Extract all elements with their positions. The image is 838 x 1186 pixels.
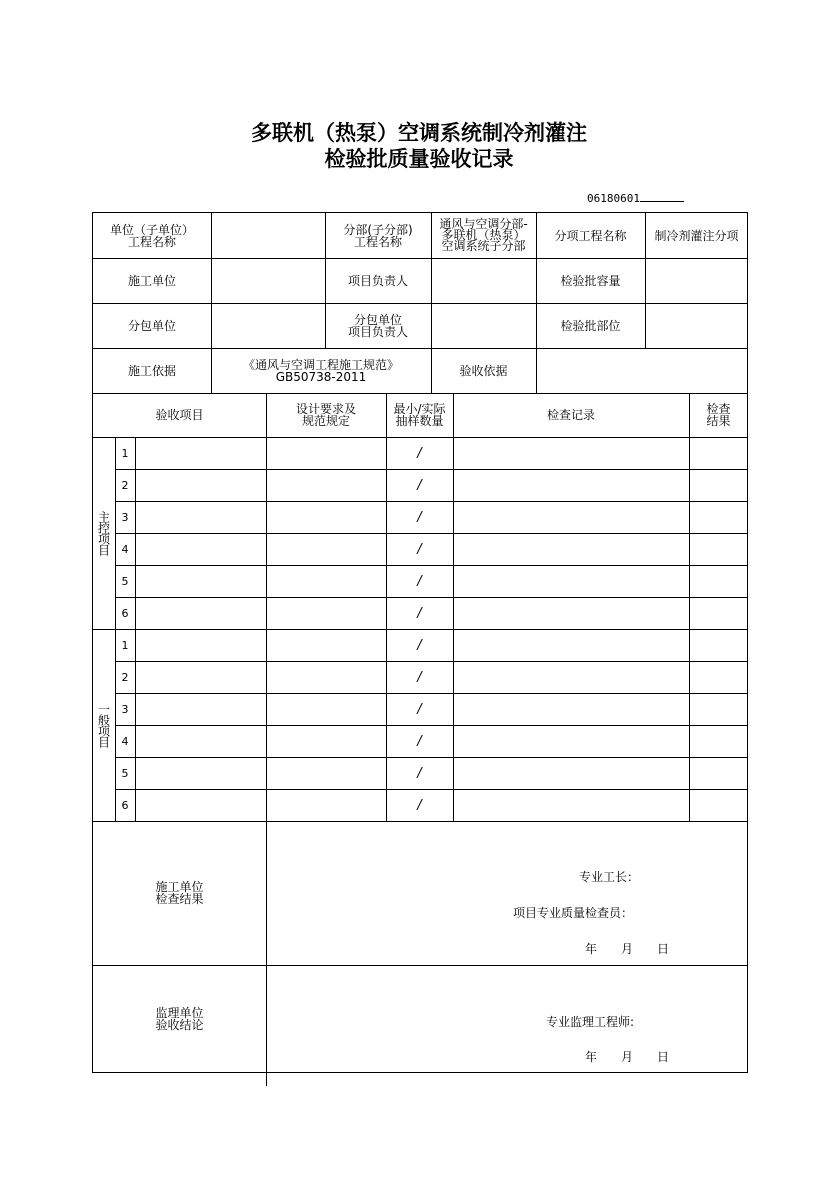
main-row-number: 2 [121, 478, 129, 492]
sample-slash: / [417, 477, 422, 493]
sample-slash: / [417, 445, 422, 461]
unit-name-label: 单位（子单位） 工程名称 [109, 222, 194, 249]
col-header-result: 检查 结果 [706, 402, 731, 428]
general-row-number: 5 [121, 766, 129, 780]
sample-slash: / [417, 733, 422, 749]
sample-slash: / [417, 573, 422, 589]
subcontractor-label: 分包单位 [127, 318, 176, 333]
col-line [689, 393, 690, 821]
general-row-number: 3 [121, 702, 129, 716]
main-row-number: 5 [121, 574, 129, 588]
col-line [135, 437, 136, 821]
sample-slash: / [417, 605, 422, 621]
sample-slash: / [417, 637, 422, 653]
col-header-item: 验收项目 [155, 408, 204, 422]
general-group-label: 一般项目 [96, 703, 111, 747]
main-control-group-label: 主控项目 [96, 511, 111, 555]
main-row-number: 6 [121, 606, 129, 620]
sub-manager-label: 分包单位 项目负责人 [347, 312, 408, 339]
col-line [266, 393, 267, 1086]
general-row-number: 1 [121, 638, 129, 652]
form-code-underline [640, 191, 684, 202]
subdivision-name-label: 分部(子分部) 工程名称 [343, 222, 413, 249]
basis-label: 施工依据 [127, 363, 176, 378]
acceptance-basis-label: 验收依据 [459, 363, 508, 378]
sample-slash: / [417, 765, 422, 781]
contractor-label: 施工单位 [127, 273, 176, 288]
sample-slash: / [417, 509, 422, 525]
general-row-number: 6 [121, 798, 129, 812]
sample-slash: / [417, 701, 422, 717]
batch-location-label: 检验批部位 [560, 318, 621, 333]
item-name-label: 分项工程名称 [554, 228, 627, 243]
subdivision-name-value: 通风与空调分部- 多联机（热泵） 空调系统子分部 [439, 217, 528, 253]
batch-capacity-label: 检验批容量 [560, 273, 621, 288]
sample-slash: / [417, 797, 422, 813]
main-row-number: 4 [121, 542, 129, 556]
col-header-design: 设计要求及 规范规定 [295, 402, 356, 428]
col-header-sample: 最小/实际 抽样数量 [393, 402, 446, 428]
form-code [587, 191, 684, 205]
form-title-line2: 检验批质量验收记录 [324, 146, 514, 171]
sample-slash: / [417, 541, 422, 557]
basis-value: 《通风与空调工程施工规范》 GB50738-2011 [242, 357, 399, 384]
contractor-check-label: 施工单位 检查结果 [155, 880, 204, 906]
form-code-text: 06180601 [587, 192, 640, 205]
col-header-record: 检查记录 [546, 408, 595, 422]
foreman-signature-label: 专业工长： [579, 870, 640, 884]
quality-inspector-signature-label: 项目专业质量检查员： [513, 906, 634, 920]
general-row-number: 4 [121, 734, 129, 748]
col-line [453, 393, 454, 821]
acceptance-form-table [92, 212, 748, 1073]
contractor-date: 年 月 日 [585, 942, 670, 956]
supervisor-check-label: 监理单位 验收结论 [155, 1005, 204, 1032]
general-row-number: 2 [121, 670, 129, 684]
item-name-value: 制冷剂灌注分项 [654, 228, 739, 243]
supervising-engineer-label: 专业监理工程师: [546, 1015, 635, 1029]
main-row-number: 1 [121, 446, 129, 460]
project-manager-label: 项目负责人 [347, 273, 408, 288]
form-title-line1: 多联机（热泵）空调系统制冷剂灌注 [251, 120, 587, 145]
main-row-number: 3 [121, 510, 129, 524]
sample-slash: / [417, 669, 422, 685]
supervisor-date: 年 月 日 [585, 1050, 670, 1064]
